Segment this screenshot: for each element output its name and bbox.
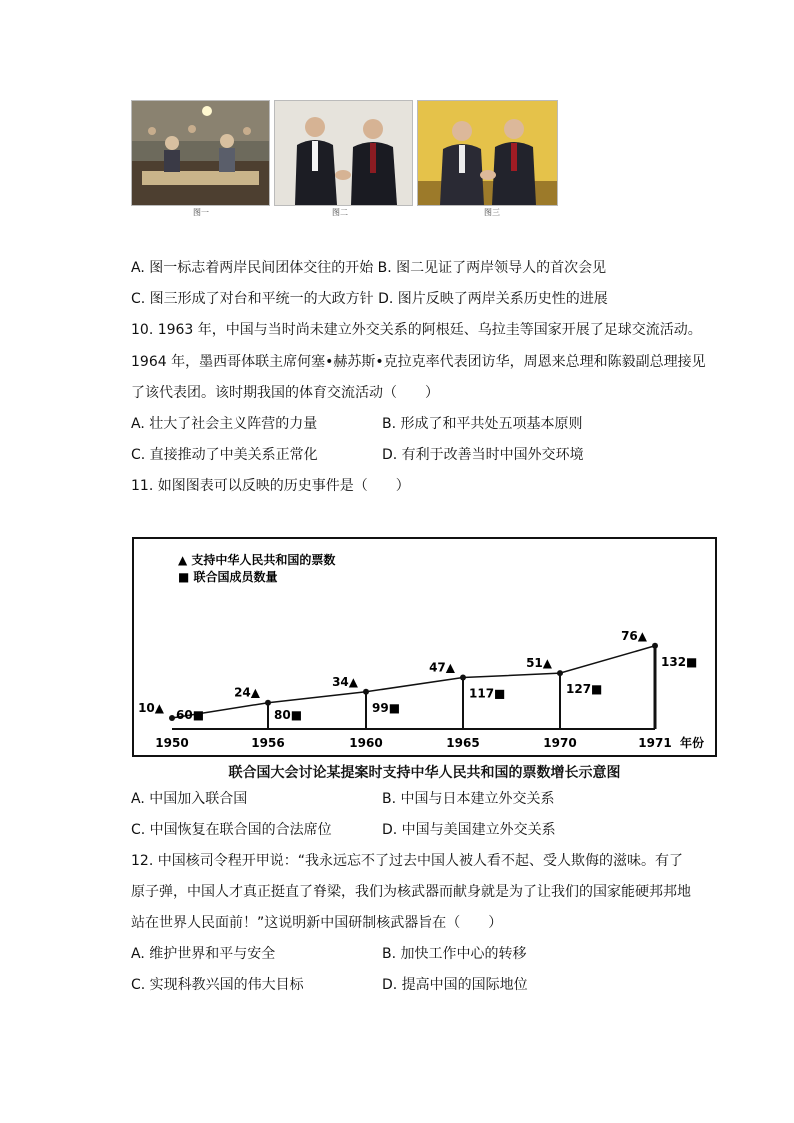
chart-title: 联合国大会讨论某提案时支持中华人民共和国的票数增长示意图 (228, 765, 621, 781)
x-tick-label: 1970 (543, 736, 577, 750)
q9-options-row1: A. 图一标志着两岸民间团体交往的开始 B. 图二见证了两岸领导人的首次会见 (131, 260, 607, 276)
q12-option-a: A. 维护世界和平与安全 (131, 946, 276, 962)
members-data-label: 99■ (372, 700, 401, 715)
votes-data-label: 24▲ (234, 685, 260, 700)
q11-option-b: B. 中国与日本建立外交关系 (382, 791, 555, 807)
vote-growth-chart (134, 539, 715, 755)
votes-data-label: 51▲ (526, 656, 552, 671)
photo-caption-2: 图二 (332, 208, 348, 217)
q10-option-c: C. 直接推动了中美关系正常化 (131, 447, 318, 463)
votes-point (265, 700, 271, 706)
q12-stem-line3: 站在世界人民面前！”这说明新中国研制核武器旨在（ ） (131, 915, 503, 931)
q10-option-b: B. 形成了和平共处五项基本原则 (382, 416, 583, 432)
photo-2-image (275, 101, 412, 205)
x-tick-label: 1956 (251, 736, 285, 750)
votes-data-label: 76▲ (621, 628, 647, 643)
votes-point (557, 670, 563, 676)
q12-option-b: B. 加快工作中心的转移 (382, 946, 527, 962)
x-tick-label: 1950 (155, 736, 189, 750)
photo-3-image (418, 101, 557, 205)
votes-data-label: 34▲ (332, 674, 358, 689)
x-tick-label: 1971 (638, 736, 672, 750)
photo-1-meeting (131, 100, 270, 206)
x-tick-label: 1965 (446, 736, 480, 750)
members-data-label: 117■ (469, 686, 506, 701)
q12-option-d: D. 提高中国的国际地位 (382, 977, 528, 993)
votes-point (169, 715, 175, 721)
photo-caption-1: 图一 (193, 208, 209, 217)
votes-point (363, 689, 369, 695)
votes-data-label: 47▲ (429, 660, 455, 675)
votes-point (652, 643, 658, 649)
members-data-label: 60■ (176, 708, 205, 722)
legend-votes: ▲ 支持中华人民共和国的票数 (178, 553, 336, 567)
q10-option-a: A. 壮大了社会主义阵营的力量 (131, 416, 318, 432)
photo-2-handshake (274, 100, 413, 206)
x-axis-label: 年份 (680, 736, 705, 750)
members-data-label: 132■ (661, 654, 698, 669)
q11-option-d: D. 中国与美国建立外交关系 (382, 822, 556, 838)
q12-stem-line2: 原子弹，中国人才真正挺直了脊梁，我们为核武器而献身就是为了让我们的国家能硬邦邦地 (131, 884, 691, 900)
votes-data-label: 10▲ (138, 701, 164, 716)
members-data-label: 80■ (274, 708, 303, 722)
q10-stem-line2: 1964 年，墨西哥体联主席何塞•赫苏斯•克拉克率代表团访华，周恩来总理和陈毅副总理接见 (131, 354, 706, 370)
q12-option-c: C. 实现科教兴国的伟大目标 (131, 977, 304, 993)
legend-members: ■ 联合国成员数量 (178, 570, 278, 584)
q10-stem-line1: 10. 1963 年，中国与当时尚未建立外交关系的阿根廷、乌拉圭等国家开展了足球交流活动。 (131, 322, 702, 338)
q12-stem-line1: 12. 中国核司令程开甲说：“我永远忘不了过去中国人被人看不起、受人欺侮的滋味。有了 (131, 853, 683, 869)
x-tick-label: 1960 (349, 736, 383, 750)
votes-point (460, 675, 466, 681)
photo-caption-3: 图三 (484, 208, 500, 217)
q11-option-c: C. 中国恢复在联合国的合法席位 (131, 822, 332, 838)
q10-option-d: D. 有利于改善当时中国外交环境 (382, 447, 584, 463)
members-data-label: 127■ (566, 682, 603, 697)
q11-stem: 11. 如图图表可以反映的历史事件是（ ） (131, 478, 410, 494)
photo-1-image (132, 101, 269, 205)
q11-option-a: A. 中国加入联合国 (131, 791, 248, 807)
q9-options-row2: C. 图三形成了对台和平统一的大政方针 D. 图片反映了两岸关系历史性的进展 (131, 291, 608, 307)
chart-frame (132, 537, 717, 757)
q10-stem-line3: 了该代表团。该时期我国的体育交流活动（ ） (131, 385, 439, 401)
photo-3-handshake (417, 100, 558, 206)
